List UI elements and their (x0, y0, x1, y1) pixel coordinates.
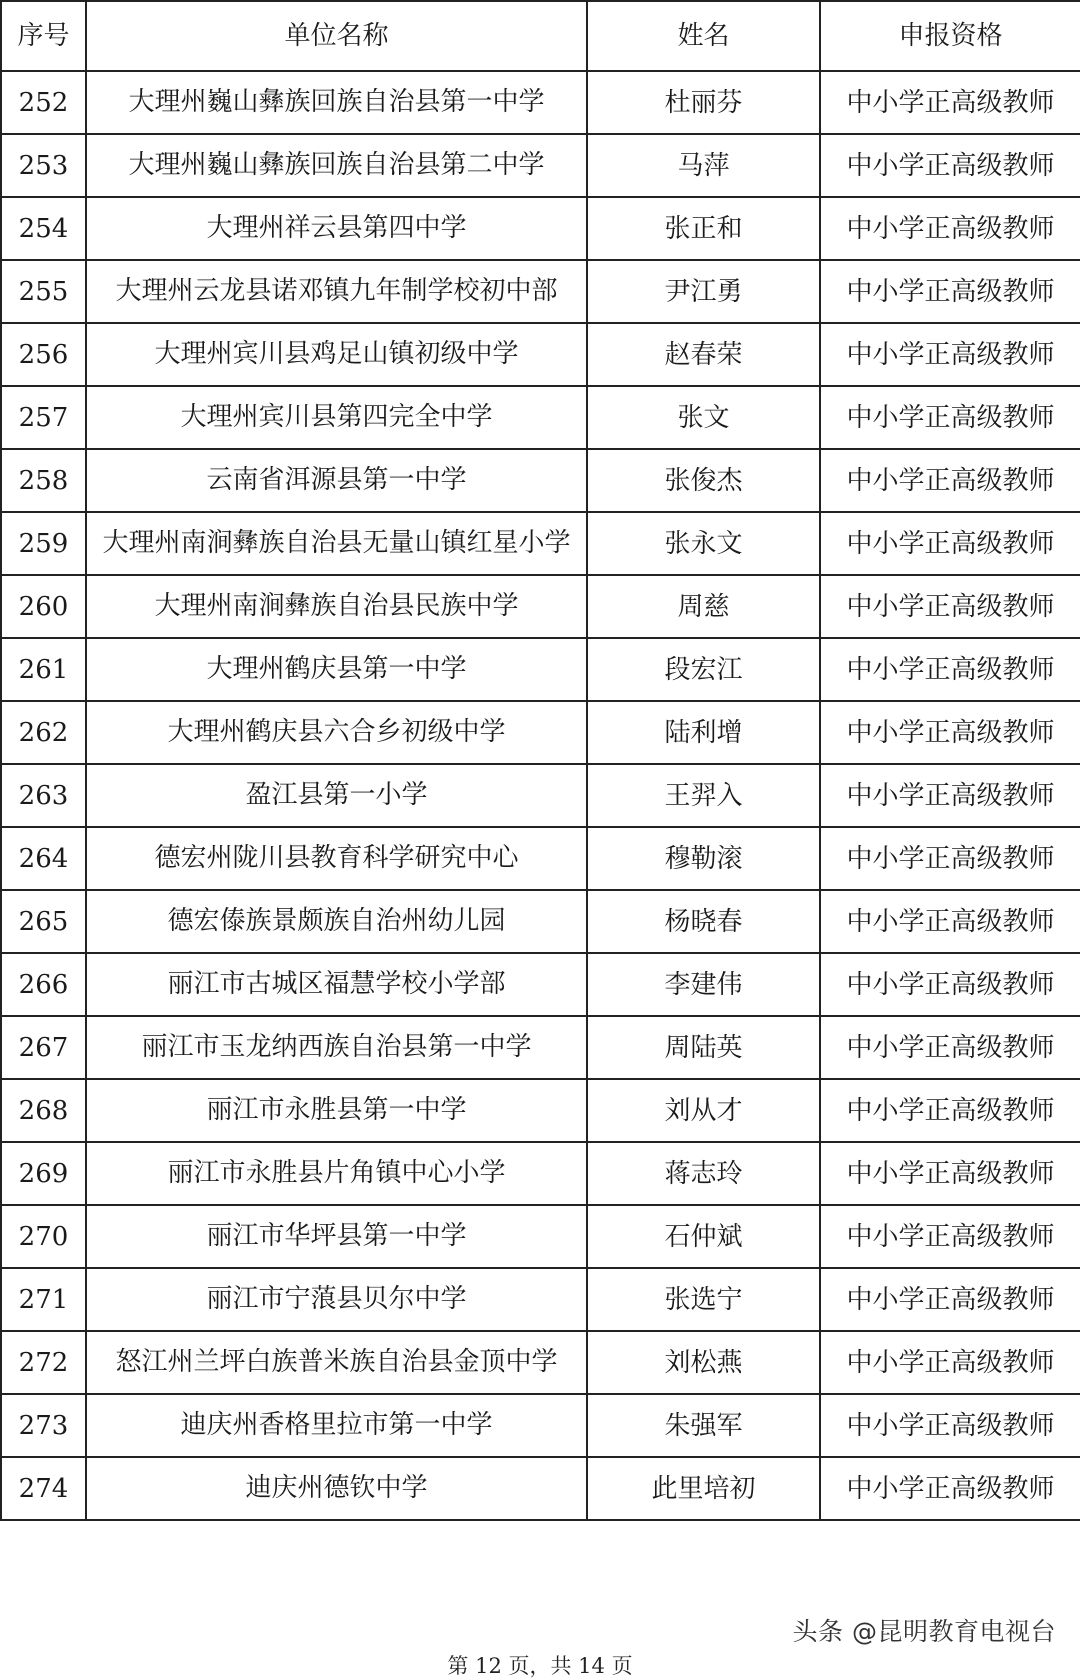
table-row (1, 1142, 1080, 1205)
cell-unit: 大理州鹤庆县六合乡初级中学 (86, 701, 587, 764)
table-row (1, 71, 1080, 134)
cell-unit: 丽江市玉龙纳西族自治县第一中学 (86, 1016, 587, 1079)
table-row (1, 1457, 1080, 1520)
cell-seq: 269 (1, 1142, 86, 1205)
cell-unit: 大理州宾川县鸡足山镇初级中学 (86, 323, 587, 386)
cell-name: 蒋志玲 (587, 1142, 820, 1205)
cell-unit: 大理州祥云县第四中学 (86, 197, 587, 260)
cell-unit: 迪庆州香格里拉市第一中学 (86, 1394, 587, 1457)
cell-name: 周陆英 (587, 1016, 820, 1079)
table-row (1, 638, 1080, 701)
cell-seq: 259 (1, 512, 86, 575)
cell-unit: 大理州鹤庆县第一中学 (86, 638, 587, 701)
cell-seq: 256 (1, 323, 86, 386)
table-row (1, 323, 1080, 386)
cell-seq: 273 (1, 1394, 86, 1457)
cell-name: 马萍 (587, 134, 820, 197)
cell-qualification: 中小学正高级教师 (820, 1331, 1080, 1394)
table-row (1, 449, 1080, 512)
cell-seq: 270 (1, 1205, 86, 1268)
cell-unit: 大理州南涧彝族自治县无量山镇红星小学 (86, 512, 587, 575)
page-number: 第 12 页，共 14 页 (447, 1654, 633, 1678)
cell-unit: 怒江州兰坪白族普米族自治县金顶中学 (86, 1331, 587, 1394)
cell-qualification: 中小学正高级教师 (820, 71, 1080, 134)
cell-qualification: 中小学正高级教师 (820, 1268, 1080, 1331)
watermark: 头条 @昆明教育电视台 (792, 1617, 1056, 1646)
cell-name: 刘从才 (587, 1079, 820, 1142)
table-row (1, 512, 1080, 575)
table-row (1, 1205, 1080, 1268)
cell-seq: 261 (1, 638, 86, 701)
cell-qualification: 中小学正高级教师 (820, 323, 1080, 386)
table-row (1, 1394, 1080, 1457)
cell-seq: 267 (1, 1016, 86, 1079)
cell-seq: 263 (1, 764, 86, 827)
cell-qualification: 中小学正高级教师 (820, 1079, 1080, 1142)
cell-qualification: 中小学正高级教师 (820, 512, 1080, 575)
cell-name: 段宏江 (587, 638, 820, 701)
cell-unit: 大理州云龙县诺邓镇九年制学校初中部 (86, 260, 587, 323)
cell-seq: 254 (1, 197, 86, 260)
cell-qualification: 中小学正高级教师 (820, 890, 1080, 953)
cell-name: 张文 (587, 386, 820, 449)
cell-unit: 大理州宾川县第四完全中学 (86, 386, 587, 449)
cell-unit: 迪庆州德钦中学 (86, 1457, 587, 1520)
cell-unit: 盈江县第一小学 (86, 764, 587, 827)
table-row (1, 575, 1080, 638)
cell-qualification: 中小学正高级教师 (820, 1457, 1080, 1520)
cell-name: 周慈 (587, 575, 820, 638)
cell-name: 张选宁 (587, 1268, 820, 1331)
cell-seq: 252 (1, 71, 86, 134)
table-row (1, 197, 1080, 260)
table-row (1, 827, 1080, 890)
table-row (1, 1331, 1080, 1394)
cell-seq: 274 (1, 1457, 86, 1520)
cell-name: 穆勒滚 (587, 827, 820, 890)
table-row (1, 953, 1080, 1016)
cell-qualification: 中小学正高级教师 (820, 638, 1080, 701)
cell-seq: 260 (1, 575, 86, 638)
cell-name: 张俊杰 (587, 449, 820, 512)
cell-name: 此里培初 (587, 1457, 820, 1520)
cell-qualification: 中小学正高级教师 (820, 1142, 1080, 1205)
cell-qualification: 中小学正高级教师 (820, 827, 1080, 890)
cell-name: 尹江勇 (587, 260, 820, 323)
cell-name: 杨晓春 (587, 890, 820, 953)
cell-unit: 丽江市古城区福慧学校小学部 (86, 953, 587, 1016)
cell-seq: 258 (1, 449, 86, 512)
cell-qualification: 中小学正高级教师 (820, 260, 1080, 323)
cell-qualification: 中小学正高级教师 (820, 764, 1080, 827)
cell-qualification: 中小学正高级教师 (820, 386, 1080, 449)
table-row (1, 1268, 1080, 1331)
cell-unit: 德宏州陇川县教育科学研究中心 (86, 827, 587, 890)
table-row (1, 1016, 1080, 1079)
cell-name: 陆利增 (587, 701, 820, 764)
cell-name: 赵春荣 (587, 323, 820, 386)
table-header-row (1, 1, 1080, 71)
cell-unit: 丽江市宁蒗县贝尔中学 (86, 1268, 587, 1331)
cell-unit: 大理州巍山彝族回族自治县第二中学 (86, 134, 587, 197)
table-row (1, 701, 1080, 764)
table-body (1, 71, 1080, 1520)
cell-qualification: 中小学正高级教师 (820, 953, 1080, 1016)
table-row (1, 134, 1080, 197)
cell-seq: 257 (1, 386, 86, 449)
cell-name: 张正和 (587, 197, 820, 260)
cell-unit: 德宏傣族景颇族自治州幼儿园 (86, 890, 587, 953)
cell-qualification: 中小学正高级教师 (820, 449, 1080, 512)
cell-seq: 262 (1, 701, 86, 764)
cell-unit: 丽江市永胜县第一中学 (86, 1079, 587, 1142)
cell-seq: 264 (1, 827, 86, 890)
header-name: 姓名 (587, 1, 820, 71)
header-qualification: 申报资格 (820, 1, 1080, 71)
cell-qualification: 中小学正高级教师 (820, 1394, 1080, 1457)
cell-unit: 大理州巍山彝族回族自治县第一中学 (86, 71, 587, 134)
cell-seq: 266 (1, 953, 86, 1016)
cell-unit: 丽江市华坪县第一中学 (86, 1205, 587, 1268)
cell-qualification: 中小学正高级教师 (820, 1205, 1080, 1268)
cell-qualification: 中小学正高级教师 (820, 197, 1080, 260)
cell-name: 石仲斌 (587, 1205, 820, 1268)
cell-name: 杜丽芬 (587, 71, 820, 134)
table-row (1, 386, 1080, 449)
cell-name: 朱强军 (587, 1394, 820, 1457)
cell-qualification: 中小学正高级教师 (820, 701, 1080, 764)
table-row (1, 1079, 1080, 1142)
cell-unit: 大理州南涧彝族自治县民族中学 (86, 575, 587, 638)
header-seq: 序号 (1, 1, 86, 71)
cell-qualification: 中小学正高级教师 (820, 1016, 1080, 1079)
cell-name: 王羿入 (587, 764, 820, 827)
cell-name: 李建伟 (587, 953, 820, 1016)
cell-seq: 253 (1, 134, 86, 197)
cell-name: 张永文 (587, 512, 820, 575)
cell-unit: 丽江市永胜县片角镇中心小学 (86, 1142, 587, 1205)
header-unit: 单位名称 (86, 1, 587, 71)
table-row (1, 260, 1080, 323)
cell-unit: 云南省洱源县第一中学 (86, 449, 587, 512)
cell-seq: 268 (1, 1079, 86, 1142)
cell-seq: 255 (1, 260, 86, 323)
cell-name: 刘松燕 (587, 1331, 820, 1394)
table-row (1, 764, 1080, 827)
cell-seq: 272 (1, 1331, 86, 1394)
cell-seq: 265 (1, 890, 86, 953)
table-row (1, 890, 1080, 953)
cell-seq: 271 (1, 1268, 86, 1331)
cell-qualification: 中小学正高级教师 (820, 575, 1080, 638)
cell-qualification: 中小学正高级教师 (820, 134, 1080, 197)
